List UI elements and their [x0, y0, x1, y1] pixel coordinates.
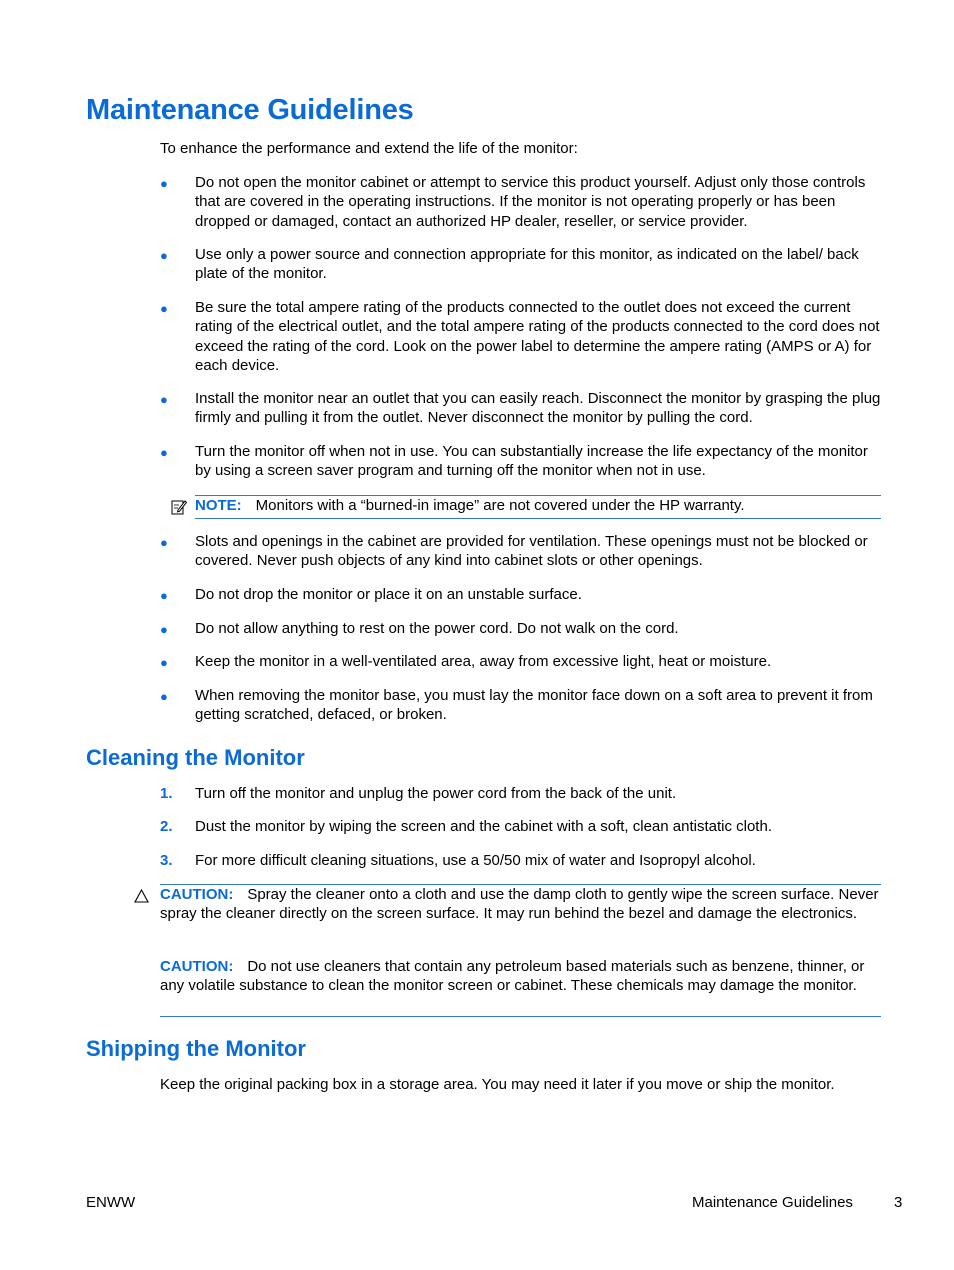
page-title: Maintenance Guidelines	[86, 94, 414, 126]
caution-paragraph	[160, 885, 881, 924]
bullet-icon: ●	[160, 176, 168, 191]
footer-section: Maintenance Guidelines	[692, 1194, 853, 1211]
note-box	[195, 495, 881, 519]
bullet-icon: ●	[160, 248, 168, 263]
bullet-icon: ●	[160, 689, 168, 704]
caution-box	[160, 884, 881, 1017]
cleaning-heading: Cleaning the Monitor	[86, 745, 305, 770]
list-item-text: Do not open the monitor cabinet or attempt to service this product yourself. Adjust only those controls that are covered in the operating instructions. If the monitor is not operating properly or has been dropped or damaged, contact an authorized HP dealer, reseller, or service provider.	[195, 174, 866, 230]
step-number: 2.	[160, 818, 173, 835]
list-item-text: Slots and openings in the cabinet are provided for ventilation. These openings must not be blocked or covered. Never push objects of any kind into cabinet slots or other openings.	[195, 533, 868, 570]
bullet-icon: ●	[160, 392, 168, 407]
note-content	[195, 496, 745, 515]
list-item-text: When removing the monitor base, you must lay the monitor face down on a soft area to prevent it from getting scratched, defaced, or broken.	[195, 687, 873, 724]
bullet-icon: ●	[160, 445, 168, 460]
bullet-icon: ●	[160, 655, 168, 670]
list-item-text: Install the monitor near an outlet that you can easily reach. Disconnect the monitor by grasping the plug firmly and pulling it from the outlet. Never disconnect the monitor by pulling the cord.	[195, 390, 881, 427]
note-text: Monitors with a “burned-in image” are not covered under the HP warranty.	[255, 497, 745, 514]
caution-label: CAUTION:	[160, 886, 234, 903]
step-text: Turn off the monitor and unplug the power cord from the back of the unit.	[195, 785, 677, 802]
caution-paragraph	[160, 957, 881, 996]
list-item-text: Do not allow anything to rest on the power cord. Do not walk on the cord.	[195, 620, 679, 637]
page-number: 3	[894, 1194, 903, 1211]
intro-text: To enhance the performance and extend the life of the monitor:	[160, 140, 578, 157]
caution-text: Spray the cleaner onto a cloth and use the damp cloth to gently wipe the screen surface. Never spray the cleaner directly on the screen surface. It may run behind the bezel and damage the electronics.	[160, 886, 879, 923]
caution-text: Do not use cleaners that contain any petroleum based materials such as benzene, thinner, or any volatile substance to clean the monitor screen or cabinet. These chemicals may damage the monitor.	[160, 958, 865, 995]
shipping-heading: Shipping the Monitor	[86, 1036, 306, 1061]
bullet-icon: ●	[160, 301, 168, 316]
note-label: NOTE:	[195, 497, 242, 514]
bullet-icon: ●	[160, 588, 168, 603]
caution-triangle-icon	[134, 889, 149, 908]
note-pencil-icon	[171, 499, 187, 515]
step-number: 3.	[160, 852, 173, 869]
list-item-text: Be sure the total ampere rating of the products connected to the outlet does not exceed the current rating of the electrical outlet, and the total ampere rating of the products connected to the cord does not exceed the rating of the cord. Look on the power label to determine the ampere rating (AMPS or A) for each device.	[195, 299, 880, 374]
list-item-text: Use only a power source and connection appropriate for this monitor, as indicated on the label/ back plate of the monitor.	[195, 246, 859, 283]
step-number: 1.	[160, 785, 173, 802]
bullet-icon: ●	[160, 535, 168, 550]
shipping-text: Keep the original packing box in a storage area. You may need it later if you move or ship the monitor.	[160, 1076, 835, 1093]
step-text: Dust the monitor by wiping the screen and the cabinet with a soft, clean antistatic cloth.	[195, 818, 772, 835]
list-item-text: Turn the monitor off when not in use. You can substantially increase the life expectancy of the monitor by using a screen saver program and turning off the monitor when not in use.	[195, 443, 868, 480]
list-item-text: Do not drop the monitor or place it on an unstable surface.	[195, 586, 582, 603]
step-text: For more difficult cleaning situations, use a 50/50 mix of water and Isopropyl alcohol.	[195, 852, 756, 869]
list-item-text: Keep the monitor in a well-ventilated area, away from excessive light, heat or moisture.	[195, 653, 772, 670]
bullet-icon: ●	[160, 622, 168, 637]
footer-left: ENWW	[86, 1194, 136, 1211]
caution-label: CAUTION:	[160, 958, 234, 975]
